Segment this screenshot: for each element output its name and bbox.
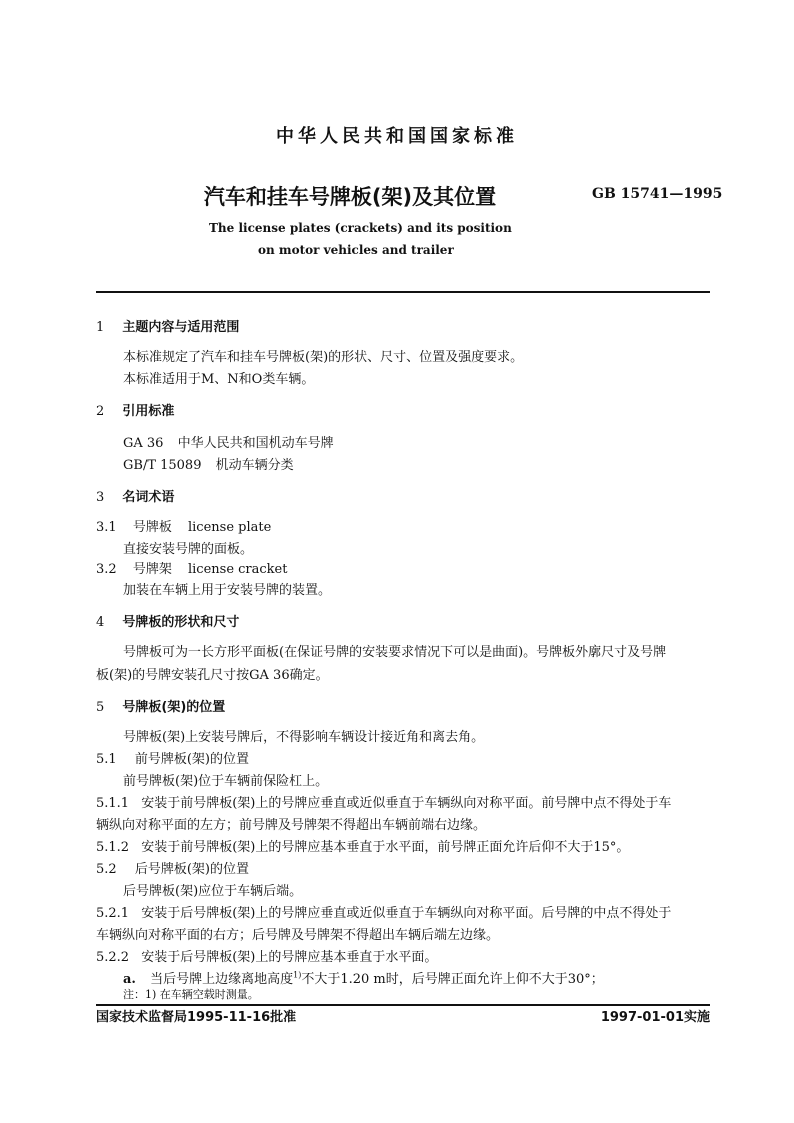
- reference-code: GA 36: [123, 436, 164, 451]
- subsection-title: 后号牌板(架)的位置: [134, 862, 249, 877]
- term-cn: 号牌架: [132, 562, 172, 577]
- clause-text: 安装于前号牌板(架)上的号牌应基本垂直于水平面，前号牌正面允许后仰不大于15°。: [141, 840, 630, 855]
- approval-line: 国家技术监督局1995-11-16批准: [96, 1010, 297, 1025]
- clause-5-2-1-line-2: 车辆纵向对称平面的右方；后号牌及号牌架不得超出车辆后端左边缘。: [96, 928, 500, 943]
- document-title-cn: 汽车和挂车号牌板(架)及其位置: [203, 185, 497, 209]
- reference-name: 中华人民共和国机动车号牌: [177, 436, 334, 451]
- section-number: 2: [96, 404, 105, 419]
- term-number: 3.2: [96, 562, 117, 577]
- section-4-paragraph-line-2: 板(架)的号牌安装孔尺寸按GA 36确定。: [96, 668, 329, 683]
- reference-name: 机动车辆分类: [215, 458, 294, 473]
- section-number: 4: [96, 615, 105, 630]
- term-3-2-definition: 加装在车辆上用于安装号牌的装置。: [123, 583, 332, 598]
- reference-item: [123, 432, 334, 451]
- item-a: [123, 968, 604, 987]
- term-3-2: [96, 558, 287, 577]
- clause-number: 5.2.2: [96, 950, 130, 965]
- item-label: a.: [123, 972, 136, 987]
- clause-number: 5.1.2: [96, 840, 130, 855]
- section-4-paragraph-line-1: 号牌板可为一长方形平面板(在保证号牌的安装要求情况下可以是曲面)。号牌板外廓尺寸及号牌: [123, 645, 667, 660]
- section-number: 1: [96, 320, 105, 335]
- term-en: license plate: [187, 520, 272, 535]
- subsection-5-2-text: 后号牌板(架)应位于车辆后端。: [123, 884, 303, 899]
- reference-item: [123, 454, 294, 473]
- subsection-number: 5.2: [96, 862, 117, 877]
- clause-5-2-2: [96, 946, 437, 965]
- clause-number: 5.2.1: [96, 906, 130, 921]
- section-5-intro: 号牌板(架)上安装号牌后，不得影响车辆设计接近角和离去角。: [123, 730, 485, 745]
- effective-date-line: 1997-01-01实施: [600, 1010, 710, 1025]
- term-number: 3.1: [96, 520, 117, 535]
- standard-number: GB 15741—1995: [592, 186, 723, 202]
- subsection-5-1-heading: [96, 748, 249, 767]
- section-title: 号牌板(架)的位置: [122, 700, 226, 715]
- subsection-5-1-text: 前号牌板(架)位于车辆前保险杠上。: [123, 774, 329, 789]
- clause-5-2-1-line-1: [96, 902, 671, 921]
- section-title: 名词术语: [122, 490, 175, 505]
- section-title: 主题内容与适用范围: [122, 320, 240, 335]
- clause-number: 5.1.1: [96, 796, 130, 811]
- section-1-heading: [96, 316, 239, 335]
- term-en: license cracket: [187, 562, 288, 577]
- term-3-1: [96, 516, 271, 535]
- clause-text: 安装于后号牌板(架)上的号牌应垂直或近似垂直于车辆纵向对称平面。后号牌的中点不得处于: [141, 906, 672, 921]
- item-text-continued: 不大于1.20 m时，后号牌正面允许上仰不大于30°；: [301, 972, 604, 987]
- subsection-number: 5.1: [96, 752, 117, 767]
- section-1-line-2: 本标准适用于M、N和O类车辆。: [123, 372, 315, 387]
- reference-code: GB/T 15089: [123, 458, 202, 473]
- subsection-5-2-heading: [96, 858, 249, 877]
- document-title-en-line2: on motor vehicles and trailer: [258, 243, 454, 257]
- item-text: 当后号牌上边缘离地高度: [150, 972, 294, 987]
- section-2-heading: [96, 400, 174, 419]
- subsection-title: 前号牌板(架)的位置: [134, 752, 249, 767]
- footnote-marker: 1): [293, 970, 302, 980]
- clause-5-1-1-line-1: [96, 792, 671, 811]
- term-cn: 号牌板: [132, 520, 172, 535]
- section-1-line-1: 本标准规定了汽车和挂车号牌板(架)的形状、尺寸、位置及强度要求。: [123, 350, 524, 365]
- section-title: 引用标准: [122, 404, 175, 419]
- section-4-heading: [96, 611, 239, 630]
- clause-text: 安装于前号牌板(架)上的号牌应垂直或近似垂直于车辆纵向对称平面。前号牌中点不得处于车: [141, 796, 672, 811]
- term-3-1-definition: 直接安装号牌的面板。: [123, 542, 254, 557]
- org-title: 中华人民共和国国家标准: [276, 126, 518, 147]
- clause-5-1-2: [96, 836, 629, 855]
- section-5-heading: [96, 696, 225, 715]
- header-divider: [96, 291, 710, 293]
- footnote: 注：1) 在车辆空载时测量。: [123, 988, 259, 1001]
- document-title-en-line1: The license plates (crackets) and its position: [209, 221, 512, 235]
- section-number: 5: [96, 700, 105, 715]
- section-title: 号牌板的形状和尺寸: [122, 615, 240, 630]
- clause-text: 安装于后号牌板(架)上的号牌应基本垂直于水平面。: [141, 950, 438, 965]
- clause-5-1-1-line-2: 辆纵向对称平面的左方；前号牌及号牌架不得超出车辆前端右边缘。: [96, 818, 487, 833]
- section-number: 3: [96, 490, 105, 505]
- section-3-heading: [96, 486, 174, 505]
